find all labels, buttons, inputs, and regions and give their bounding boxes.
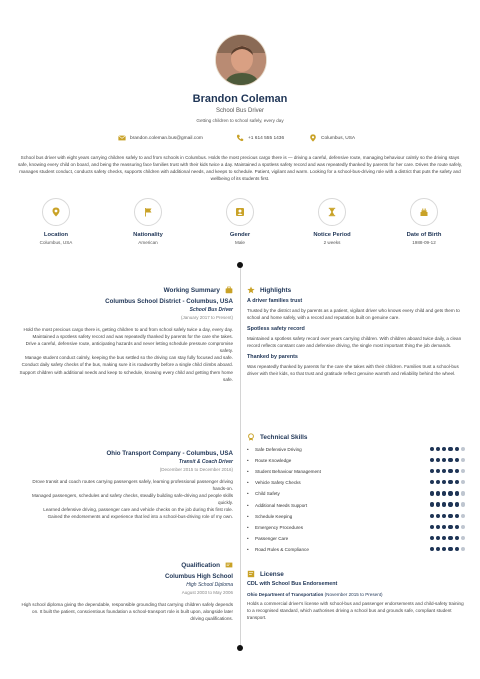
skill-level-dot — [448, 480, 452, 484]
technical-skills-title: Technical Skills — [260, 433, 308, 441]
skill-level-dot — [430, 480, 434, 484]
bullet-icon: • — [247, 458, 249, 464]
section-title — [18, 561, 233, 569]
skill-level-dot — [448, 547, 452, 551]
candidate-name: Brandon Coleman — [192, 93, 288, 105]
skill-level-dot — [436, 469, 440, 473]
pin-icon — [51, 207, 61, 217]
bullet-icon: • — [247, 447, 249, 453]
avatar — [215, 34, 267, 86]
timeline-dot-bottom — [237, 645, 243, 651]
job-bullet: Conduct daily safety checks of the bus, making sure it is roadworthy before a single child climbs aboard. — [21, 362, 233, 368]
skill-name: Emergency Procedures — [255, 524, 304, 530]
contact-email[interactable] — [118, 134, 203, 142]
skill-level-dot — [430, 458, 434, 462]
skill-level-dot — [461, 491, 465, 495]
skill-level-dot — [436, 480, 440, 484]
highlight-text: Was repeatedly thanked by parents for the care she takes with their children. Families trust a school-bus driver with their kids, so that trust and gratitude reflect genuine warmth and reliability behind the wheel. — [247, 364, 459, 377]
skill-level-dot — [430, 447, 434, 451]
timeline-dot-top — [237, 262, 243, 268]
skill-name: Additional Needs Support — [255, 502, 308, 508]
section-title — [18, 286, 233, 294]
info-label: Date of Birth — [406, 232, 442, 238]
skill-level-dot — [436, 491, 440, 495]
skill-level-dot — [430, 514, 434, 518]
skill-level-dot — [448, 514, 452, 518]
job-title: Transit & Coach Driver — [178, 459, 233, 465]
skill-level-dot — [436, 514, 440, 518]
skill-level-dot — [455, 547, 459, 551]
skill-row — [247, 444, 465, 455]
hourglass-icon — [327, 207, 337, 217]
skill-level-dot — [442, 525, 446, 529]
skill-name: Route Knowledge — [255, 458, 292, 464]
job-dates: (December 2015 to December 2016) — [159, 467, 233, 472]
skill-level-dot — [448, 536, 452, 540]
bullet-icon: • — [247, 513, 249, 519]
info-value: 2 weeks — [323, 240, 341, 245]
skill-level-dots — [430, 536, 465, 540]
bullet-icon: • — [247, 535, 249, 541]
contact-location — [309, 134, 355, 142]
skill-level-dot — [430, 502, 434, 506]
skill-level-dot — [430, 536, 434, 540]
skill-level-dot — [430, 547, 434, 551]
info-notice-period — [297, 198, 367, 245]
job-dates: (January 2017 to Present) — [180, 315, 233, 320]
skill-level-dot — [442, 491, 446, 495]
skill-level-dot — [461, 458, 465, 462]
skill-level-dot — [436, 458, 440, 462]
skill-level-dot — [461, 480, 465, 484]
license-title: License — [260, 570, 284, 578]
skills-list — [247, 444, 465, 555]
skill-level-dot — [461, 469, 465, 473]
skill-level-dot — [436, 502, 440, 506]
email-icon — [118, 134, 126, 142]
diploma-icon — [225, 561, 233, 569]
flag-icon — [143, 207, 153, 217]
skill-level-dot — [442, 458, 446, 462]
skill-level-dot — [436, 447, 440, 451]
info-label: Location — [43, 232, 69, 238]
skill-level-dot — [448, 447, 452, 451]
highlight-title: Thanked by parents — [247, 354, 298, 361]
working-summary-title: Working Summary — [163, 286, 220, 294]
timeline-line — [240, 266, 241, 648]
job-title: School Bus Driver — [189, 307, 233, 313]
skill-level-dot — [442, 536, 446, 540]
technical-skills-section — [247, 433, 465, 555]
skill-level-dot — [455, 491, 459, 495]
job-bullet: Learned defensive driving, passenger care and vehicle checks on the job during this first role. — [43, 507, 233, 513]
skill-level-dot — [448, 458, 452, 462]
section-title — [247, 286, 465, 294]
qualification-title: Qualification — [181, 561, 220, 569]
skill-name: Vehicle Safety Checks — [255, 480, 301, 486]
skill-row — [247, 499, 465, 510]
skill-row — [247, 466, 465, 477]
skill-level-dot — [461, 547, 465, 551]
highlights-section — [247, 286, 465, 378]
skill-level-dot — [455, 514, 459, 518]
license-issuer: Ohio Department of Transportation — [247, 592, 324, 597]
section-title — [247, 433, 465, 441]
candidate-role: School Bus Driver — [215, 108, 265, 114]
job-bullet: Support children with additional needs and keep to schedule, knowing every child and getting them home safe. — [19, 369, 233, 382]
contact-email-text: brandon.coleman.bus@gmail.com — [130, 135, 203, 141]
skill-level-dots — [430, 469, 465, 473]
skill-level-dot — [455, 469, 459, 473]
skill-level-dots — [430, 502, 465, 506]
info-label: Notice Period — [313, 232, 351, 238]
info-gender — [205, 198, 275, 245]
contact-location-text: Columbus, USA — [321, 135, 356, 141]
skill-level-dot — [461, 525, 465, 529]
skill-level-dot — [436, 547, 440, 551]
person-icon — [235, 207, 245, 217]
skill-level-dots — [430, 525, 465, 529]
skill-row — [247, 477, 465, 488]
skill-level-dot — [442, 480, 446, 484]
license-org — [247, 592, 465, 597]
contact-phone-text: +1 614 555 1436 — [248, 135, 285, 141]
skill-level-dot — [448, 525, 452, 529]
skill-level-dot — [455, 536, 459, 540]
skill-level-dot — [448, 491, 452, 495]
skill-row — [247, 533, 465, 544]
skill-name: Student Behaviour Management — [255, 469, 321, 475]
skill-level-dots — [430, 480, 465, 484]
bullet-icon: • — [247, 502, 249, 508]
pin-icon — [309, 134, 317, 142]
profile-summary: School bus driver with eight years carrying children safely to and from schools in Columbus. Holds the most precious cargo there is — driving a careful, defensive route, managing behaviour calmly so the driving stays safe, knowing every child on board, and being the reassuring face families trust with their kids twice a day. Maintained a spotless safety record and was repeatedly thanked by parents for her care. Drives the route safely, manages student conduct, conducts safety checks, supports children with additional needs, and keeps to schedule. Patient, vigilant and warm. Looking for a school-bus-driving role with a district that puts the safety and wellbeing of its students first. — [17, 155, 463, 182]
phone-icon — [236, 134, 244, 142]
info-value: Male — [235, 240, 245, 245]
bullet-icon: • — [247, 491, 249, 497]
school-name: Columbus High School — [164, 573, 233, 580]
briefcase-icon — [225, 286, 233, 294]
skill-level-dot — [461, 447, 465, 451]
skill-row — [247, 544, 465, 555]
skill-level-dot — [436, 525, 440, 529]
skill-level-dots — [430, 458, 465, 462]
license-dates: (November 2015 to Present) — [324, 592, 383, 597]
skill-name: Safe Defensive Driving — [255, 447, 302, 453]
highlights-title: Highlights — [260, 286, 292, 294]
skill-row — [247, 522, 465, 533]
skill-level-dot — [455, 447, 459, 451]
skill-name: Passenger Care — [255, 535, 289, 541]
skill-level-dot — [461, 514, 465, 518]
job-entry-2 — [18, 446, 233, 521]
skill-level-dots — [430, 514, 465, 518]
info-date-of-birth — [389, 198, 459, 245]
skill-level-dots — [430, 547, 465, 551]
skill-level-dot — [442, 514, 446, 518]
job-company: Ohio Transport Company - Columbus, USA — [106, 450, 233, 457]
job-bullet: Manage student conduct calmly, keeping the bus settled so the driving can stay fully focused and safe. — [24, 355, 233, 361]
skill-level-dot — [442, 469, 446, 473]
info-nationality — [113, 198, 183, 245]
candidate-tagline: Getting children to school safely, every day — [196, 118, 284, 123]
info-value: Columbus, USA — [39, 240, 73, 245]
skill-level-dot — [442, 447, 446, 451]
info-value: American — [138, 240, 158, 245]
job-bullet: Drove transit and coach routes carrying passengers safely, learning professional passenger driving hands-on. — [32, 479, 233, 492]
skill-level-dot — [442, 547, 446, 551]
license-text: Holds a commercial driver's license with school-bus and passenger endorsements and child-safety training to a recognised standard, which authorises driving a school bus and grounds safe, compliant student transport. — [247, 601, 464, 621]
job-bullets — [18, 478, 233, 521]
skill-level-dot — [455, 525, 459, 529]
qualification-section — [18, 561, 233, 622]
skill-level-dot — [448, 502, 452, 506]
skill-level-dot — [442, 502, 446, 506]
info-value: 1988-09-12 — [412, 240, 436, 245]
contact-row — [0, 134, 480, 144]
info-label: Nationality — [133, 232, 163, 238]
bullet-icon: • — [247, 480, 249, 486]
skill-level-dot — [461, 502, 465, 506]
skill-level-dot — [455, 480, 459, 484]
bullet-icon: • — [247, 524, 249, 530]
skill-level-dot — [448, 469, 452, 473]
cake-icon — [419, 207, 429, 217]
qualification-text: High school diploma giving the dependable, responsible grounding that carrying children safely depends on. It built the patient, conscientious foundation a school-transport role is built upon, alongside later driving qualifications. — [21, 602, 233, 622]
highlight-title: A driver families trust — [247, 298, 303, 304]
job-company: Columbus School District - Columbus, USA — [105, 298, 233, 305]
info-label: Gender — [229, 232, 251, 238]
job-bullet: Hold the most precious cargo there is, getting children to and from school safely twice a day, every day. — [23, 327, 233, 332]
license-section — [247, 570, 465, 621]
portrait-photo — [216, 35, 267, 86]
skill-level-dots — [430, 447, 465, 451]
skill-name: Child Safety — [255, 491, 280, 497]
job-bullet: Maintained a spotless safety record and was repeatedly thanked by parents for the care she takes. — [32, 334, 233, 340]
skill-level-dot — [430, 525, 434, 529]
contact-phone[interactable] — [236, 134, 284, 142]
skill-row — [247, 511, 465, 522]
skill-name: Schedule Keeping — [255, 513, 293, 519]
skill-level-dot — [430, 491, 434, 495]
license-icon — [247, 570, 255, 578]
skill-row — [247, 455, 465, 466]
highlight-text: Maintained a spotless safety record over years carrying children. With children aboard twice daily, a clean record reflects constant care and defensive driving, the single most important thing the job demands. — [247, 336, 462, 349]
skill-row — [247, 488, 465, 499]
skill-level-dot — [455, 458, 459, 462]
working-summary-section — [18, 286, 233, 383]
qualification-dates: August 2003 to May 2006 — [181, 590, 233, 595]
job-bullet: Gained the endorsements and experience that led into a school-bus-driving role of my own. — [47, 514, 233, 520]
job-bullet: Managed passengers, schedules and safety checks, steadily building safe-driving and people skills quickly. — [32, 493, 233, 506]
skill-level-dots — [430, 491, 465, 495]
section-title — [247, 570, 465, 578]
skill-level-dot — [436, 536, 440, 540]
skill-level-dot — [455, 502, 459, 506]
highlight-text: Trusted by the district and by parents as a patient, vigilant driver who knows every child and gets them to school and home safely, with a record and reputation built on genuine care. — [247, 308, 460, 321]
bullet-icon: • — [247, 469, 249, 475]
license-name: CDL with School Bus Endorsement — [247, 581, 338, 587]
job-bullets — [18, 326, 233, 383]
award-icon — [247, 433, 255, 441]
bullet-icon: • — [247, 546, 249, 552]
skill-name: Road Rules & Compliance — [255, 546, 309, 552]
skill-level-dot — [461, 536, 465, 540]
job-bullet: Drive a careful, defensive route, anticipating hazards and never letting schedule pressure compromise safety. — [25, 341, 233, 354]
star-icon — [247, 286, 255, 294]
highlight-title: Spotless safety record — [247, 326, 305, 333]
skill-level-dot — [430, 469, 434, 473]
degree-name: High School Diploma — [186, 582, 233, 588]
info-location — [21, 198, 91, 245]
